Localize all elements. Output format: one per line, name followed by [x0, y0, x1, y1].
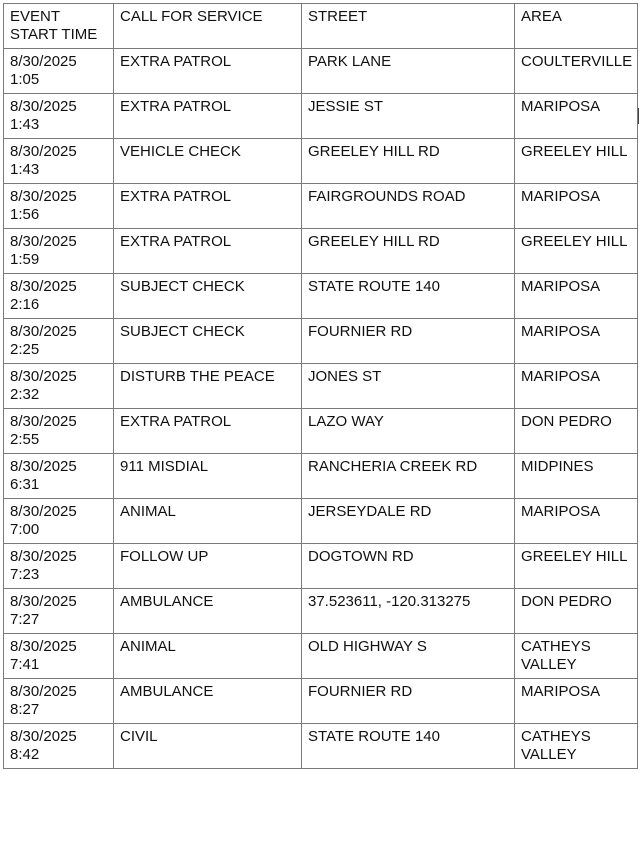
row-area: GREELEY HILL — [521, 548, 628, 565]
row-street: DOGTOWN RD — [308, 548, 414, 565]
row-street: FOURNIER RD — [308, 323, 413, 340]
area-cell — [515, 49, 638, 94]
row-area: MARIPOSA — [521, 98, 601, 115]
start-time-cell — [4, 409, 114, 454]
row-date: 8/30/2025 — [10, 728, 77, 745]
row-street: LAZO WAY — [308, 413, 384, 430]
start-time-cell — [4, 94, 114, 139]
area-cell — [515, 94, 638, 139]
row-area: GREELEY HILL — [521, 143, 628, 160]
row-call: ANIMAL — [120, 638, 176, 655]
table-row — [4, 544, 638, 589]
row-date: 8/30/2025 — [10, 188, 77, 205]
row-area: CATHEYS VALLEY — [521, 638, 591, 673]
row-area: GREELEY HILL — [521, 233, 628, 250]
row-time: 6:31 — [10, 476, 40, 493]
row-date: 8/30/2025 — [10, 98, 77, 115]
row-time: 7:41 — [10, 656, 40, 673]
area-cell — [515, 499, 638, 544]
call-cell — [114, 229, 302, 274]
row-area: MARIPOSA — [521, 278, 601, 295]
row-street: GREELEY HILL RD — [308, 143, 440, 160]
row-time: 1:43 — [10, 161, 40, 178]
table-row — [4, 49, 638, 94]
street-cell — [302, 499, 515, 544]
start-time-cell — [4, 454, 114, 499]
street-cell — [302, 49, 515, 94]
row-call: EXTRA PATROL — [120, 98, 232, 115]
street-cell — [302, 409, 515, 454]
row-street: STATE ROUTE 140 — [308, 278, 440, 295]
call-cell — [114, 634, 302, 679]
row-date: 8/30/2025 — [10, 143, 77, 160]
row-date: 8/30/2025 — [10, 413, 77, 430]
row-street: JESSIE ST — [308, 98, 384, 115]
header-event-start-time — [4, 4, 114, 49]
row-street: GREELEY HILL RD — [308, 233, 440, 250]
area-cell — [515, 274, 638, 319]
street-cell — [302, 634, 515, 679]
street-cell — [302, 184, 515, 229]
row-area: DON PEDRO — [521, 593, 612, 610]
table-row — [4, 319, 638, 364]
call-cell — [114, 94, 302, 139]
table-row — [4, 454, 638, 499]
row-call: SUBJECT CHECK — [120, 278, 245, 295]
table-row — [4, 184, 638, 229]
call-cell — [114, 139, 302, 184]
area-cell — [515, 409, 638, 454]
row-area: MIDPINES — [521, 458, 594, 475]
table-row — [4, 364, 638, 409]
row-street: STATE ROUTE 140 — [308, 728, 440, 745]
start-time-cell — [4, 49, 114, 94]
row-time: 1:43 — [10, 116, 40, 133]
area-cell — [515, 454, 638, 499]
row-street: 37.523611, -120.313275 — [308, 593, 471, 610]
area-cell — [515, 184, 638, 229]
street-cell — [302, 589, 515, 634]
table-row — [4, 274, 638, 319]
row-date: 8/30/2025 — [10, 458, 77, 475]
street-cell — [302, 274, 515, 319]
row-street: FOURNIER RD — [308, 683, 413, 700]
call-cell — [114, 724, 302, 769]
row-call: EXTRA PATROL — [120, 188, 232, 205]
call-cell — [114, 274, 302, 319]
row-street: OLD HIGHWAY S — [308, 638, 427, 655]
row-date: 8/30/2025 — [10, 548, 77, 565]
area-cell — [515, 679, 638, 724]
start-time-cell — [4, 139, 114, 184]
street-cell — [302, 544, 515, 589]
street-cell — [302, 364, 515, 409]
row-call: CIVIL — [120, 728, 158, 745]
row-time: 2:16 — [10, 296, 40, 313]
start-time-cell — [4, 634, 114, 679]
row-time: 2:32 — [10, 386, 40, 403]
call-cell — [114, 364, 302, 409]
row-call: EXTRA PATROL — [120, 233, 232, 250]
row-call: 911 MISDIAL — [120, 458, 209, 475]
row-time: 1:05 — [10, 71, 40, 88]
row-call: AMBULANCE — [120, 683, 214, 700]
call-cell — [114, 589, 302, 634]
table-body — [4, 49, 638, 769]
row-time: 2:25 — [10, 341, 40, 358]
row-date: 8/30/2025 — [10, 53, 77, 70]
call-cell — [114, 499, 302, 544]
area-cell — [515, 364, 638, 409]
row-date: 8/30/2025 — [10, 323, 77, 340]
row-time: 8:42 — [10, 746, 40, 763]
area-cell — [515, 634, 638, 679]
row-street: JERSEYDALE RD — [308, 503, 432, 520]
table-row — [4, 634, 638, 679]
row-time: 7:27 — [10, 611, 40, 628]
call-log-table — [3, 3, 638, 769]
row-date: 8/30/2025 — [10, 233, 77, 250]
street-cell — [302, 139, 515, 184]
street-cell — [302, 454, 515, 499]
header-row — [4, 4, 638, 49]
row-area: CATHEYS VALLEY — [521, 728, 591, 763]
start-time-cell — [4, 724, 114, 769]
start-time-cell — [4, 229, 114, 274]
row-time: 8:27 — [10, 701, 40, 718]
row-time: 1:56 — [10, 206, 40, 223]
table-row — [4, 499, 638, 544]
area-cell — [515, 139, 638, 184]
area-cell — [515, 724, 638, 769]
street-cell — [302, 229, 515, 274]
table-row — [4, 589, 638, 634]
table-row — [4, 94, 638, 139]
row-time: 2:55 — [10, 431, 40, 448]
street-cell — [302, 679, 515, 724]
call-cell — [114, 454, 302, 499]
row-area: MARIPOSA — [521, 188, 601, 205]
row-call: EXTRA PATROL — [120, 53, 232, 70]
row-date: 8/30/2025 — [10, 683, 77, 700]
call-cell — [114, 679, 302, 724]
row-call: SUBJECT CHECK — [120, 323, 245, 340]
row-date: 8/30/2025 — [10, 368, 77, 385]
row-area: MARIPOSA — [521, 323, 601, 340]
start-time-cell — [4, 184, 114, 229]
row-call: FOLLOW UP — [120, 548, 209, 565]
area-cell — [515, 319, 638, 364]
row-area: DON PEDRO — [521, 413, 612, 430]
row-call: ANIMAL — [120, 503, 176, 520]
row-area: COULTERVILLE — [521, 53, 633, 70]
table-row — [4, 679, 638, 724]
row-time: 7:23 — [10, 566, 40, 583]
area-cell — [515, 229, 638, 274]
street-cell — [302, 94, 515, 139]
row-date: 8/30/2025 — [10, 593, 77, 610]
row-street: RANCHERIA CREEK RD — [308, 458, 478, 475]
call-cell — [114, 409, 302, 454]
row-street: JONES ST — [308, 368, 382, 385]
row-street: FAIRGROUNDS ROAD — [308, 188, 466, 205]
start-time-cell — [4, 499, 114, 544]
start-time-cell — [4, 364, 114, 409]
header-start-line2: START TIME — [10, 26, 98, 43]
start-time-cell — [4, 319, 114, 364]
row-area: MARIPOSA — [521, 503, 601, 520]
area-cell — [515, 589, 638, 634]
table-row — [4, 409, 638, 454]
header-area: AREA — [515, 4, 638, 49]
row-call: AMBULANCE — [120, 593, 214, 610]
table-row — [4, 229, 638, 274]
start-time-cell — [4, 544, 114, 589]
start-time-cell — [4, 679, 114, 724]
header-street: STREET — [302, 4, 515, 49]
row-date: 8/30/2025 — [10, 503, 77, 520]
row-street: PARK LANE — [308, 53, 392, 70]
row-area: MARIPOSA — [521, 368, 601, 385]
table-row — [4, 724, 638, 769]
call-cell — [114, 49, 302, 94]
header-start-line1: EVENT — [10, 8, 61, 25]
area-cell — [515, 544, 638, 589]
row-call: DISTURB THE PEACE — [120, 368, 275, 385]
header-call-for-service: CALL FOR SERVICE — [114, 4, 302, 49]
row-area: MARIPOSA — [521, 683, 601, 700]
row-date: 8/30/2025 — [10, 638, 77, 655]
street-cell — [302, 724, 515, 769]
row-call: VEHICLE CHECK — [120, 143, 241, 160]
row-call: EXTRA PATROL — [120, 413, 232, 430]
start-time-cell — [4, 589, 114, 634]
call-cell — [114, 319, 302, 364]
row-time: 1:59 — [10, 251, 40, 268]
call-cell — [114, 184, 302, 229]
row-time: 7:00 — [10, 521, 40, 538]
table-row — [4, 139, 638, 184]
start-time-cell — [4, 274, 114, 319]
street-cell — [302, 319, 515, 364]
call-cell — [114, 544, 302, 589]
row-date: 8/30/2025 — [10, 278, 77, 295]
